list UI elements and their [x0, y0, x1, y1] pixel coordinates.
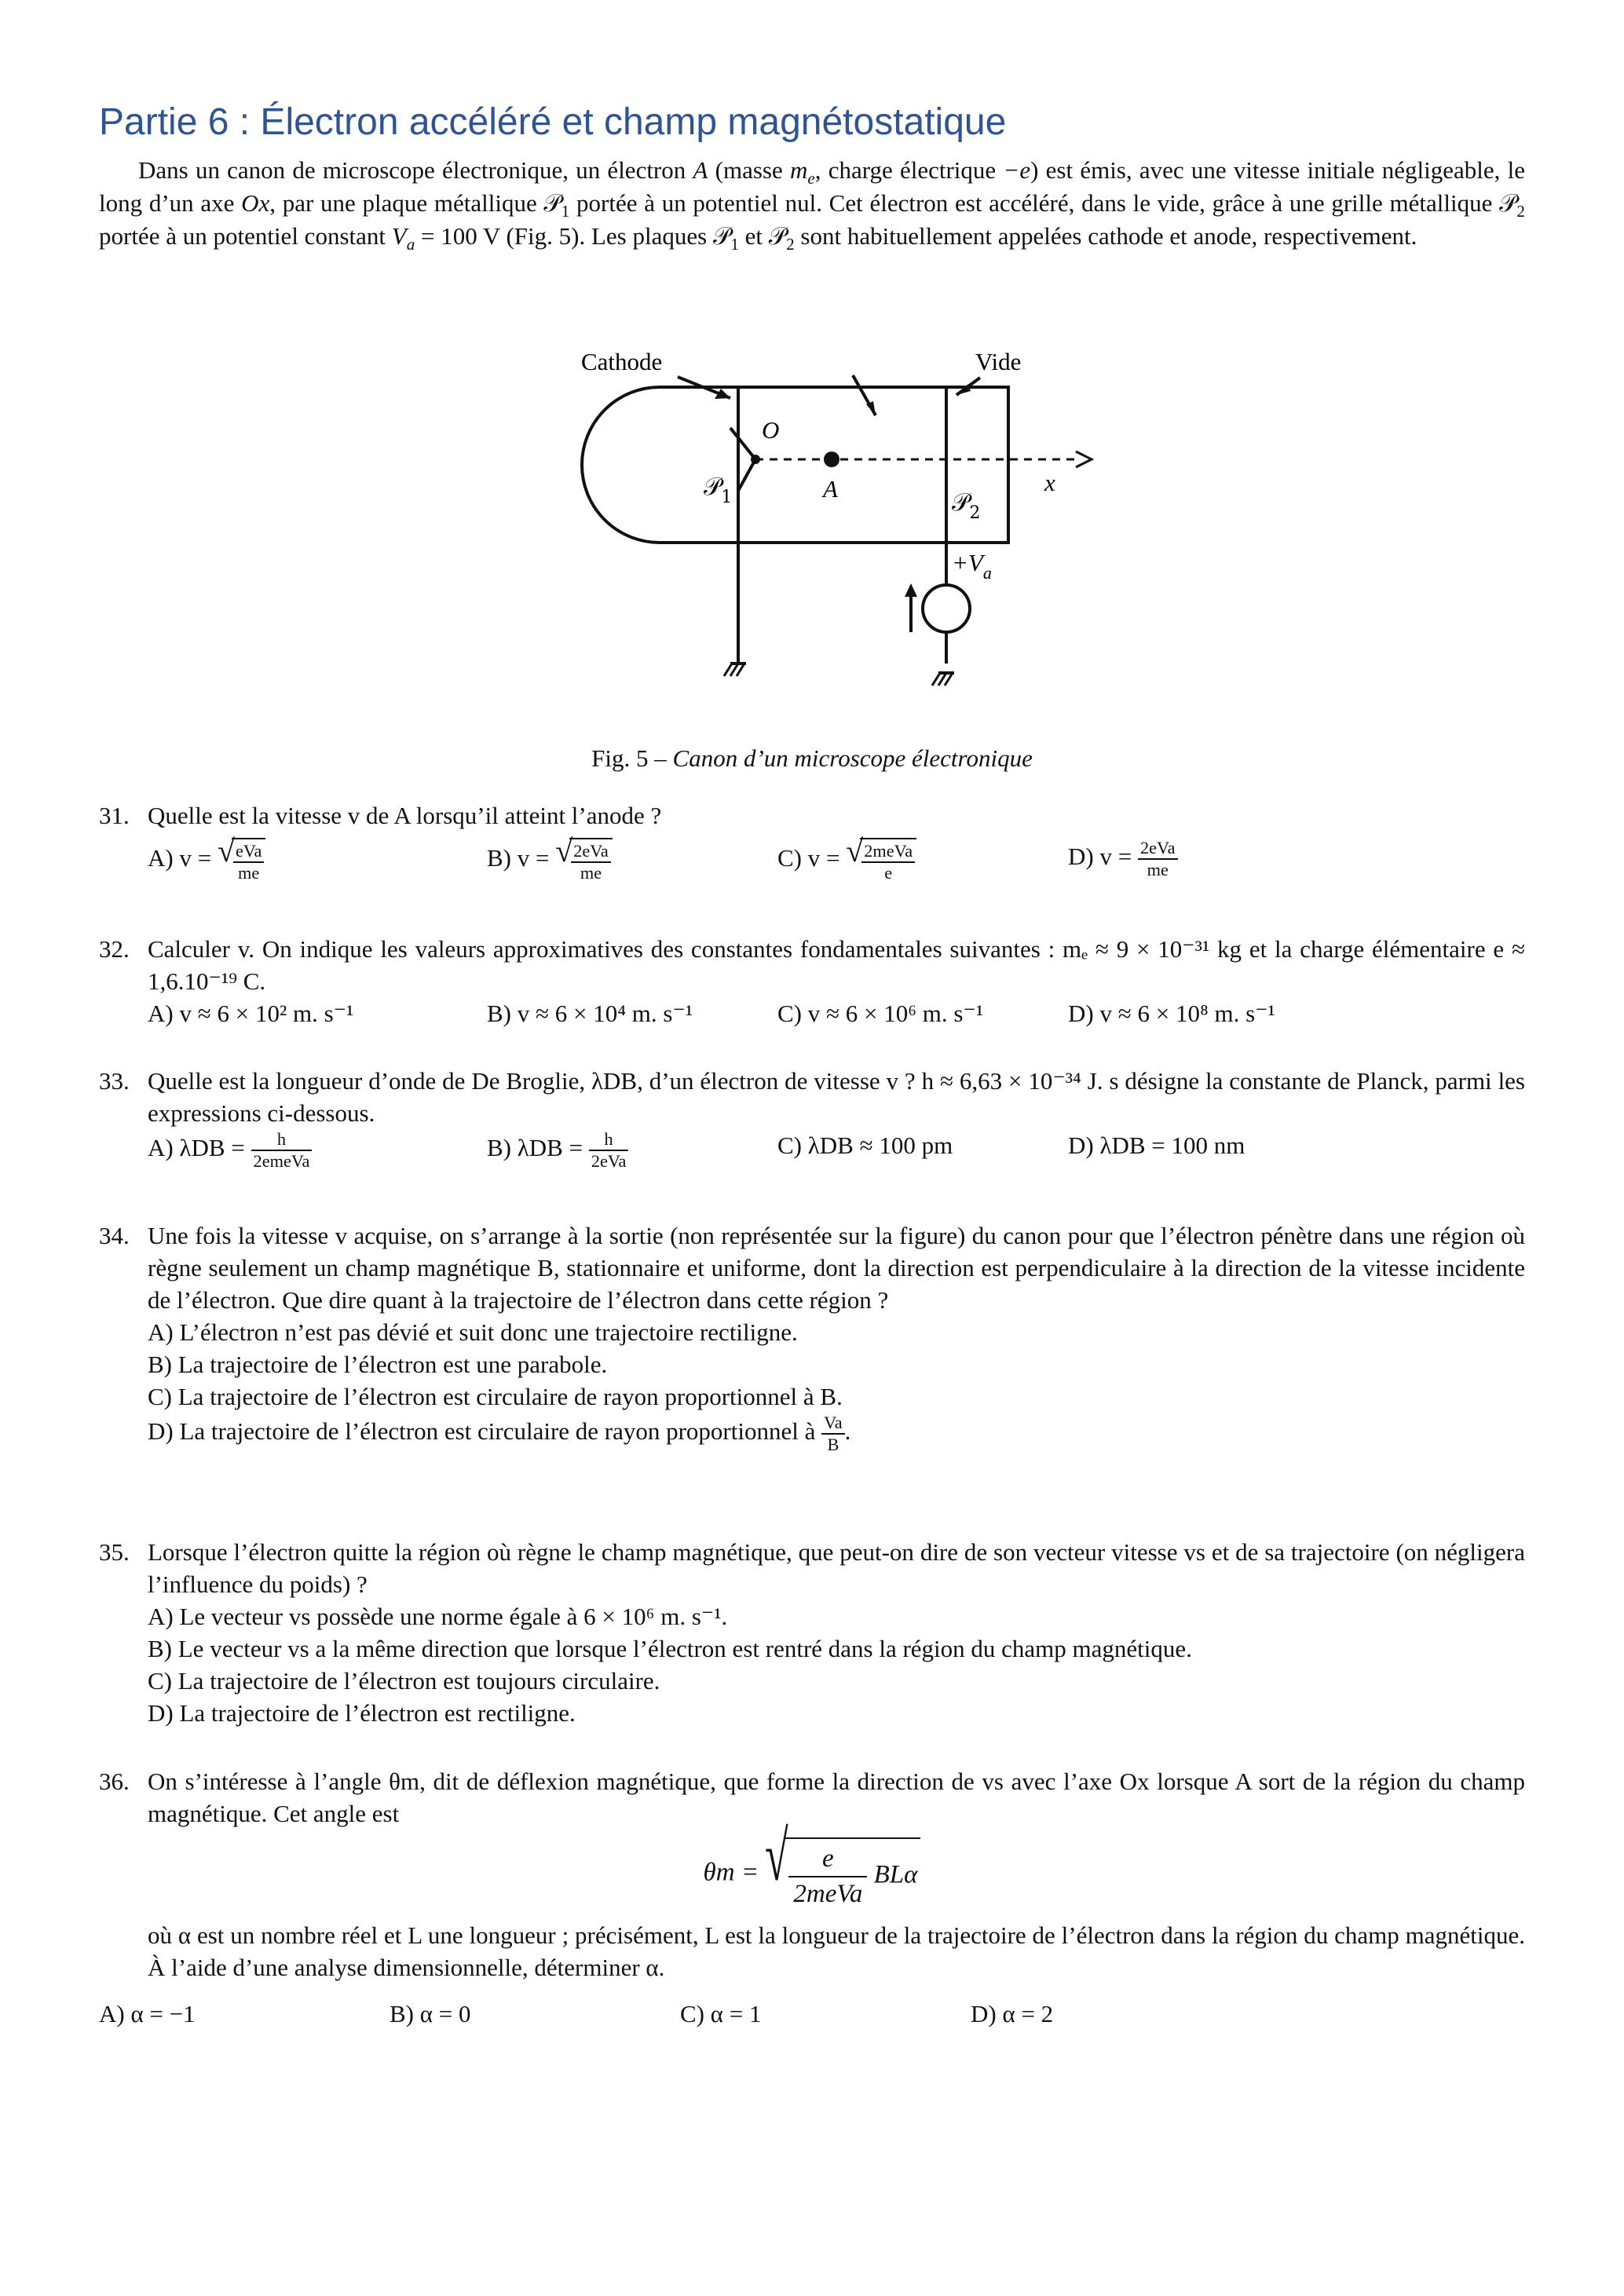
- vide-label: Vide: [975, 348, 1022, 375]
- q36-option-d[interactable]: D) α = 2: [971, 2000, 1054, 2027]
- x-label: x: [1044, 469, 1055, 496]
- q33-option-a[interactable]: A) λDB = $\frac{h}{\text{2emeVa}}$: [148, 1129, 312, 1171]
- a-label: A: [823, 475, 838, 503]
- q33-option-c[interactable]: C) λDB ≈ 100 pm: [777, 1132, 953, 1159]
- voltage-source: [923, 585, 970, 632]
- va-label: +V: [952, 549, 983, 576]
- q32-option-a[interactable]: A) v ≈ 6 × 10² m. s⁻¹: [148, 1000, 354, 1027]
- q34-option-b[interactable]: B) La trajectoire de l’électron est une parabole.: [148, 1351, 608, 1378]
- q34-option-c[interactable]: C) La trajectoire de l’électron est circulaire de rayon proportionnel à B.: [148, 1383, 843, 1410]
- svg-text:+Va: $+V_a$: [952, 549, 992, 583]
- q31-option-a[interactable]: A) v = √ $\frac{\text{eVa}}{me}$: [148, 838, 265, 883]
- question-35: 35. Lorsque l’électron quitte la région où règne le champ magnétique, que peut-on dire de son vecteur vitesse vs et de sa trajectoire (on négligera l’influence du poids) ? A) Le vecteur vs possède une norme égale à 6 × 10⁶ m. s⁻¹. B) Le vecteur vs a la même direction que lorsque l’électron est rentré dans la région du champ magnétique. C) La trajectoire de l’électron est toujours circulaire. D) La trajectoire de l’électron est rectiligne.: [99, 1536, 1525, 1729]
- cathode-label: Cathode: [581, 348, 663, 375]
- q33-option-b[interactable]: B) λDB = $\frac{h}{\text{2eVa}}$: [487, 1129, 628, 1171]
- electron-gun-diagram: [550, 334, 1099, 703]
- electron-point: [824, 452, 839, 467]
- q35-option-a[interactable]: A) Le vecteur vs possède une norme égale à 6 × 10⁶ m. s⁻¹.: [148, 1603, 728, 1630]
- section-title: Partie 6 : Électron accéléré et champ magnétostatique: [99, 101, 1007, 143]
- q36-option-c[interactable]: C) α = 1: [680, 2000, 762, 2027]
- o-label: O: [762, 416, 780, 444]
- q34-option-a[interactable]: A) L’électron n’est pas dévié et suit donc une trajectoire rectiligne.: [148, 1318, 798, 1346]
- svg-text:𝒫2: 𝒫$_2$: [952, 488, 981, 523]
- q36-option-b[interactable]: B) α = 0: [390, 2000, 471, 2027]
- question-34: 34. Une fois la vitesse v acquise, on s’arrange à la sortie (non représentée sur la figure) du canon pour que l’électron pénètre dans une région où règne seulement un champ magnétique B, stationnaire et uniforme, dont la direction est perpendiculaire à la direction de la vitesse incidente de l’électron. Que dire quant à la trajectoire de l’électron dans cette région ? A) L’électron n’est pas dévié et suit donc une trajectoire rectiligne. B) La trajectoire de l’électron est une parabole. C) La trajectoire de l’électron est circulaire de rayon proportionnel à B. D) La trajectoire de l’électron est circulaire de rayon proportionnel à $\frac{Va}{B}$ .: [99, 1222, 1525, 1454]
- q32-option-d[interactable]: D) v ≈ 6 × 10⁸ m. s⁻¹: [1068, 1000, 1275, 1027]
- figure-caption: Fig. 5 – Canon d’un microscope électronique: [591, 744, 1033, 772]
- question-32: 32. Calculer v. On indique les valeurs approximatives des constantes fondamentales suivantes : mₑ ≈ 9 × 10⁻³¹ kg et la charge élémentaire e ≈ 1,6.10⁻¹⁹ C. A) v ≈ 6 × 10² m. s⁻¹ B) v ≈ 6 × 10⁴ m. s⁻¹ C) v ≈ 6 × 10⁶ m. s⁻¹ D) v ≈ 6 × 10⁸ m. s⁻¹: [99, 933, 1525, 1030]
- q36-option-a[interactable]: A) α = −1: [99, 2000, 196, 2027]
- q33-option-d[interactable]: D) λDB = 100 nm: [1068, 1132, 1245, 1159]
- q35-option-d[interactable]: D) La trajectoire de l’électron est rectiligne.: [148, 1699, 576, 1727]
- q31-option-b[interactable]: B) v = √ $\frac{\text{2eVa}}{me}$: [487, 838, 613, 883]
- q32-option-b[interactable]: B) v ≈ 6 × 10⁴ m. s⁻¹: [487, 1000, 693, 1027]
- p2-label: 𝒫: [952, 488, 970, 517]
- p1-label: 𝒫: [704, 473, 722, 501]
- q34-option-d[interactable]: D) La trajectoire de l’électron est circulaire de rayon proportionnel à $\frac{Va}{B}$ .: [148, 1413, 851, 1454]
- question-31: 31. Quelle est la vitesse v de A lorsqu’il atteint l’anode ? A) v = √ $\frac{\text{eVa}}{me}$ B) v = √ $\frac{\text{2eVa}}{me}$ C) v = √ $\frac{\text{2meVa}}{e}$ D) v = $\frac{\text{2eVa}}{me}$: [99, 799, 1525, 887]
- q32-option-c[interactable]: C) v ≈ 6 × 10⁶ m. s⁻¹: [777, 1000, 984, 1027]
- svg-text:𝒫1: 𝒫$_1$: [704, 473, 733, 507]
- gun-enclosure: [582, 387, 1008, 543]
- question-36: 36. On s’intéresse à l’angle θm, dit de déflexion magnétique, que forme la direction de vs avec l’axe Ox lorsque A sort de la région du champ magnétique. Cet angle est θm = √ $\frac{e}{\text{2meVa}}$ BLα où α est un nombre réel et L une longueur ; précisément, L est la longueur de la trajectoire de l’électron dans la région du champ magnétique. À l’aide d’une analyse dimensionnelle, déterminer α.: [99, 1765, 1525, 1983]
- intro-paragraph: Dans un canon de microscope électronique, un électron A (masse $m_e$, charge électrique −e) est émis, avec une vitesse initiale négligeable, le long d’un axe Ox, par une plaque métallique 𝒫$_1$ portée à un potentiel nul. Cet électron est accéléré, dans le vide, grâce à une grille métallique 𝒫$_2$ portée à un potentiel constant $V_a = 100$ V (Fig. 5). Les plaques 𝒫$_1$ et 𝒫$_2$ sont habituellement appelées cathode et anode, respectivement.: [99, 156, 1525, 254]
- origin-point: [751, 455, 760, 464]
- question-33: 33. Quelle est la longueur d’onde de De Broglie, λDB, d’un électron de vitesse v ? h ≈ 6,63 × 10⁻³⁴ J. s désigne la constante de Planck, parmi les expressions ci-dessous. A) λDB = $\frac{h}{\text{2emeVa}}$ B) λDB = $\frac{h}{\text{2eVa}}$ C) λDB ≈ 100 pm D) λDB = 100 nm: [99, 1067, 1525, 1171]
- q36-options: [99, 1998, 1277, 2031]
- q35-option-b[interactable]: B) Le vecteur vs a la même direction que lorsque l’électron est rentré dans la région du champ magnétique.: [148, 1635, 1192, 1662]
- deflection-formula: θm = √ $\frac{e}{\text{2meVa}}$ BLα: [99, 1837, 1525, 1911]
- q31-option-c[interactable]: C) v = √ $\frac{\text{2meVa}}{e}$: [777, 838, 916, 883]
- q35-option-c[interactable]: C) La trajectoire de l’électron est toujours circulaire.: [148, 1667, 660, 1695]
- q31-option-d[interactable]: D) v = $\frac{\text{2eVa}}{me}$: [1068, 838, 1178, 879]
